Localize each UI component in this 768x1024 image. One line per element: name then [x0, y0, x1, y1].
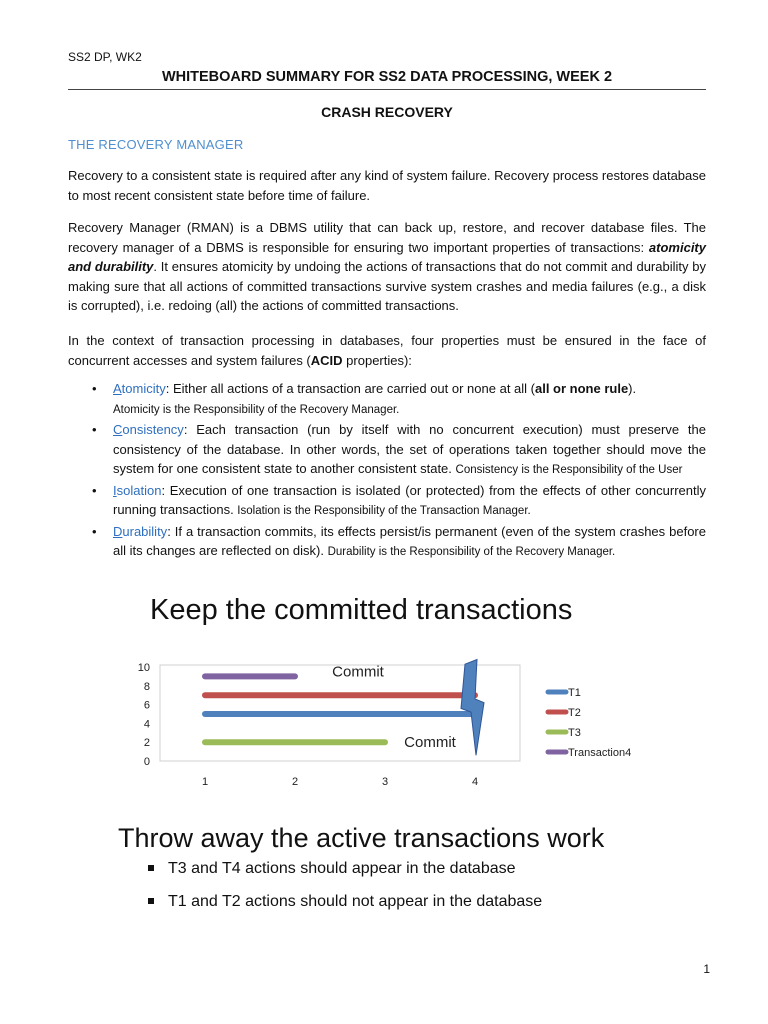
legend-label: T3	[568, 727, 581, 739]
paragraph-rman	[68, 218, 706, 316]
paragraph-acid-text: In the context of transaction processing in databases, four properties must be ensured in the face of concurrent accesses and system failures (	[68, 333, 706, 368]
y-tick-label: 6	[143, 699, 150, 712]
y-tick-label: 8	[143, 680, 150, 693]
transaction-chart	[120, 650, 680, 800]
square-bullet-icon	[148, 898, 154, 904]
x-tick-label: 4	[471, 776, 479, 788]
chart-title: Keep the committed transactions	[150, 594, 573, 626]
acid-list	[92, 379, 706, 563]
slide-heading: Throw away the active transactions work	[118, 823, 605, 853]
legend-label: Transaction4	[568, 747, 632, 759]
subheading: THE RECOVERY MANAGER	[68, 137, 244, 152]
term-atomicity: Atomicity	[113, 381, 166, 396]
list-item-atomicity: • Atomicity: Either all actions of a transaction are carried out or none at all (all or none rule). Atomicity is the Responsibility of the Recovery Manager.	[92, 381, 637, 416]
square-bullet-icon	[148, 865, 154, 871]
x-tick-label: 1	[201, 776, 209, 788]
term-consistency: Consistency	[113, 422, 184, 437]
responsibility-note: Consistency is the Responsibility of the User	[455, 464, 683, 476]
title-rule	[68, 89, 706, 90]
term-durability: Durability	[113, 523, 168, 539]
paragraph-acid-bold: ACID	[310, 352, 343, 368]
document-title: WHITEBOARD SUMMARY FOR SS2 DATA PROCESSING, WEEK 2	[161, 69, 613, 85]
responsibility-note: Atomicity is the Responsibility of the Recovery Manager.	[113, 403, 400, 416]
commit-annotation: Commit	[404, 734, 456, 752]
x-tick-label: 3	[381, 776, 389, 788]
paragraph-acid-text-end: properties):	[342, 352, 412, 368]
list-item-isolation: • Isolation: Execution of one transaction is isolated (or protected) from the effects of other concurrently running transactions. Isolation is the Responsibility of the Transaction Manager.	[92, 482, 706, 517]
list-item-consistency: • Consistency: Each transaction (run by itself with no concurrent execution) must preserve the consistency of the database. In other words, the set of operations taken together should move the system for one consistent state to another consistent state. Consistency is the Responsibility of the User	[92, 422, 706, 476]
slide-bullet: T3 and T4 actions should appear in the database	[148, 857, 542, 890]
bullet-icon: •	[92, 422, 97, 437]
y-tick-label: 4	[143, 718, 150, 731]
list-item-durability: • Durability: If a transaction commits, its effects persist/is permanent (even of the system crashes before all its changes are reflected on disk). Durability is the Responsibility of the Recovery Manager.	[92, 523, 706, 558]
crash-lightning-icon	[461, 659, 484, 755]
legend-label: T2	[568, 707, 581, 719]
y-tick-label: 10	[137, 662, 150, 674]
slide-bullet: T1 and T2 actions should not appear in the database	[148, 890, 542, 923]
legend-label: T1	[568, 687, 581, 699]
bullet-icon: •	[92, 523, 97, 539]
bullet-icon: •	[92, 381, 97, 396]
paragraph-rman-emphasis: atomicity and durability	[68, 239, 706, 274]
page-number: 1	[703, 962, 710, 976]
paragraph-acid-intro	[68, 331, 706, 370]
paragraph-recovery: Recovery to a consistent state is required after any kind of system failure. Recovery process restores database to most recent consistent state before time of failure.	[68, 168, 706, 203]
paragraph-rman-text-end: . It ensures atomicity by undoing the actions of transactions that do not commit and durability by making sure that all actions of committed transactions survive system crashes and media failures (e.g., a disk is corrupted), i.e. redoing (all) the actions of committed transactions.	[68, 259, 707, 313]
responsibility-note: Isolation is the Responsibility of the Transaction Manager.	[237, 505, 531, 517]
paragraph-rman-text: Recovery Manager (RMAN) is a DBMS utility that can back up, restore, and recover database files. The recovery manager of a DBMS is responsible for ensuring two important properties of transactions:	[68, 220, 706, 255]
y-tick-label: 0	[143, 756, 150, 768]
responsibility-note: Durability is the Responsibility of the Recovery Manager.	[327, 546, 616, 558]
y-tick-label: 2	[143, 737, 150, 750]
header-code: SS2 DP, WK2	[68, 50, 142, 64]
slide-bullet-list	[148, 857, 542, 923]
section-title: CRASH RECOVERY	[321, 104, 453, 120]
x-tick-label: 2	[291, 776, 299, 788]
commit-annotation: Commit	[332, 663, 384, 681]
bullet-icon: •	[92, 482, 97, 498]
term-isolation: Isolation	[113, 482, 162, 498]
